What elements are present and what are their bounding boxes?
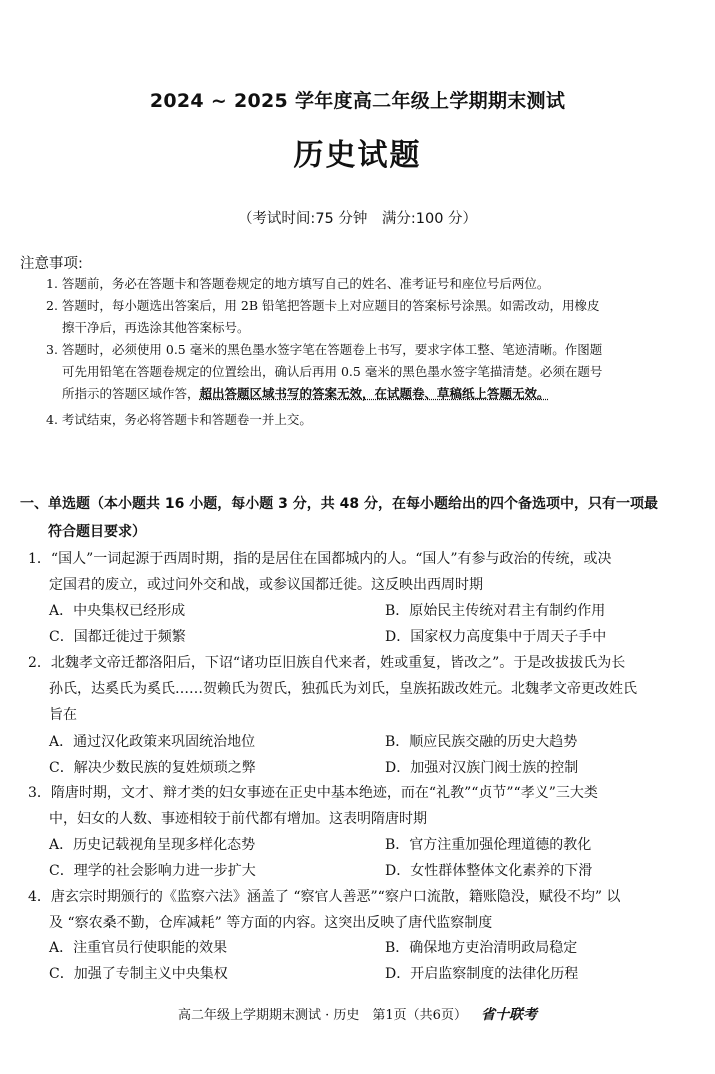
footer-organization: 省十联考 bbox=[480, 1007, 537, 1023]
option-a: A．注重官员行使职能的效果 bbox=[49, 940, 228, 956]
option-b: B．原始民主传统对君主有制约作用 bbox=[385, 603, 606, 619]
section-heading bbox=[20, 490, 700, 546]
option-d: D．加强对汉族门阀士族的控制 bbox=[385, 760, 579, 776]
footer-text: 高二年级上学期期末测试 · 历史 第1页（共6页） bbox=[178, 1008, 467, 1023]
question-stem-line: 定国君的废立，或过问外交和战，或参议国都迁徙。这反映出西周时期 bbox=[49, 577, 483, 593]
notice-item-4: 4. 考试结束，务必将答题卡和答题卷一并上交。 bbox=[46, 412, 312, 427]
section-line-1: 一、单选题（本小题共 16 小题，每小题 3 分，共 48 分，在每小题给出的四个备选项中，只有一项最 bbox=[20, 496, 658, 512]
notice-item-3-cont2 bbox=[46, 383, 696, 405]
question-4-stem bbox=[28, 884, 700, 936]
section-line-2: 符合题目要求） bbox=[48, 524, 146, 540]
option-a: A．中央集权已经形成 bbox=[49, 603, 186, 619]
notice-item-3-text: 所指示的答题区域作答， bbox=[62, 386, 200, 401]
option-d: D．开启监察制度的法律化历程 bbox=[385, 966, 579, 982]
notice-list bbox=[46, 273, 696, 431]
notice-item-2: 2. 答题时，每小题选出答案后，用 2B 铅笔把答题卡上对应题目的答案标号涂黑。如需改动，用橡皮 bbox=[46, 298, 600, 313]
exam-title: 2024 ~ 2025 学年度高二年级上学期期末测试 bbox=[149, 90, 566, 112]
question-stem-line: 1．“国人”一词起源于西周时期，指的是居住在国都城内的人。“国人”有参与政治的传统，或决 bbox=[28, 551, 612, 567]
option-c: C．国都迁徙过于频繁 bbox=[49, 629, 186, 645]
notice-item-3-cont: 可先用铅笔在答题卷规定的位置绘出，确认后再用 0.5 毫米的黑色墨水签字笔描清楚。必须在题号 bbox=[62, 364, 603, 379]
notice-item-1: 1. 答题前，务必在答题卡和答题卷规定的地方填写自己的姓名、准考证号和座位号后两位。 bbox=[46, 276, 550, 291]
option-d: D．国家权力高度集中于周天子手中 bbox=[385, 629, 607, 645]
page-footer bbox=[0, 1004, 715, 1024]
notice-item-2-cont: 擦干净后，再选涂其他答案标号。 bbox=[62, 320, 250, 335]
question-stem-line: 孙氏，达奚氏为奚氏……贺赖氏为贺氏，独孤氏为刘氏，皇族拓跋改姓元。北魏孝文帝更改姓氏 bbox=[49, 681, 637, 697]
option-b: B．顺应民族交融的历史大趋势 bbox=[385, 734, 578, 750]
subject-title: 历史试题 bbox=[293, 138, 422, 173]
option-c: C．加强了专制主义中央集权 bbox=[49, 966, 228, 982]
question-stem-line: 旨在 bbox=[49, 707, 77, 723]
option-c: C．理学的社会影响力进一步扩大 bbox=[49, 863, 256, 879]
option-b: B．确保地方吏治清明政局稳定 bbox=[385, 940, 578, 956]
question-stem-line: 3．隋唐时期，文才、辩才类的妇女事迹在正史中基本绝迹，而在“礼教”“贞节”“孝义”三大类 bbox=[28, 785, 598, 801]
option-d: D．女性群体整体文化素养的下滑 bbox=[385, 863, 593, 879]
question-stem-line: 及 “察农桑不勤，仓库减耗” 等方面的内容。这突出反映了唐代监察制度 bbox=[49, 915, 493, 931]
option-a: A．通过汉化政策来巩固统治地位 bbox=[49, 734, 256, 750]
question-1-stem bbox=[28, 546, 700, 598]
notice-heading: 注意事项: bbox=[20, 256, 83, 272]
question-stem-line: 中，妇女的人数、事迹相较于前代都有增加。这表明隋唐时期 bbox=[49, 811, 427, 827]
option-a: A．历史记载视角呈现多样化态势 bbox=[49, 837, 256, 853]
question-stem-line: 4．唐玄宗时期颁行的《监察六法》涵盖了 “察官人善恶”“察户口流散，籍账隐没，赋役不均” 以 bbox=[28, 889, 621, 905]
question-stem-line: 2．北魏孝文帝迁都洛阳后，下诏“诸功臣旧族自代来者，姓或重复，皆改之”。于是改拔拔氏为长 bbox=[28, 655, 626, 671]
notice-item-3: 3. 答题时，必须使用 0.5 毫米的黑色墨水签字笔在答题卷上书写，要求字体工整、笔迹清晰。作图题 bbox=[46, 342, 603, 357]
option-c: C．解决少数民族的复姓烦琐之弊 bbox=[49, 760, 256, 776]
question-2-stem bbox=[28, 650, 700, 728]
option-b: B．官方注重加强伦理道德的教化 bbox=[385, 837, 592, 853]
notice-item-3-emphasis: 超出答题区域书写的答案无效，在试题卷、草稿纸上答题无效。 bbox=[199, 386, 550, 401]
question-3-stem bbox=[28, 780, 700, 832]
exam-time-score: （考试时间:75 分钟 满分:100 分） bbox=[237, 211, 478, 227]
